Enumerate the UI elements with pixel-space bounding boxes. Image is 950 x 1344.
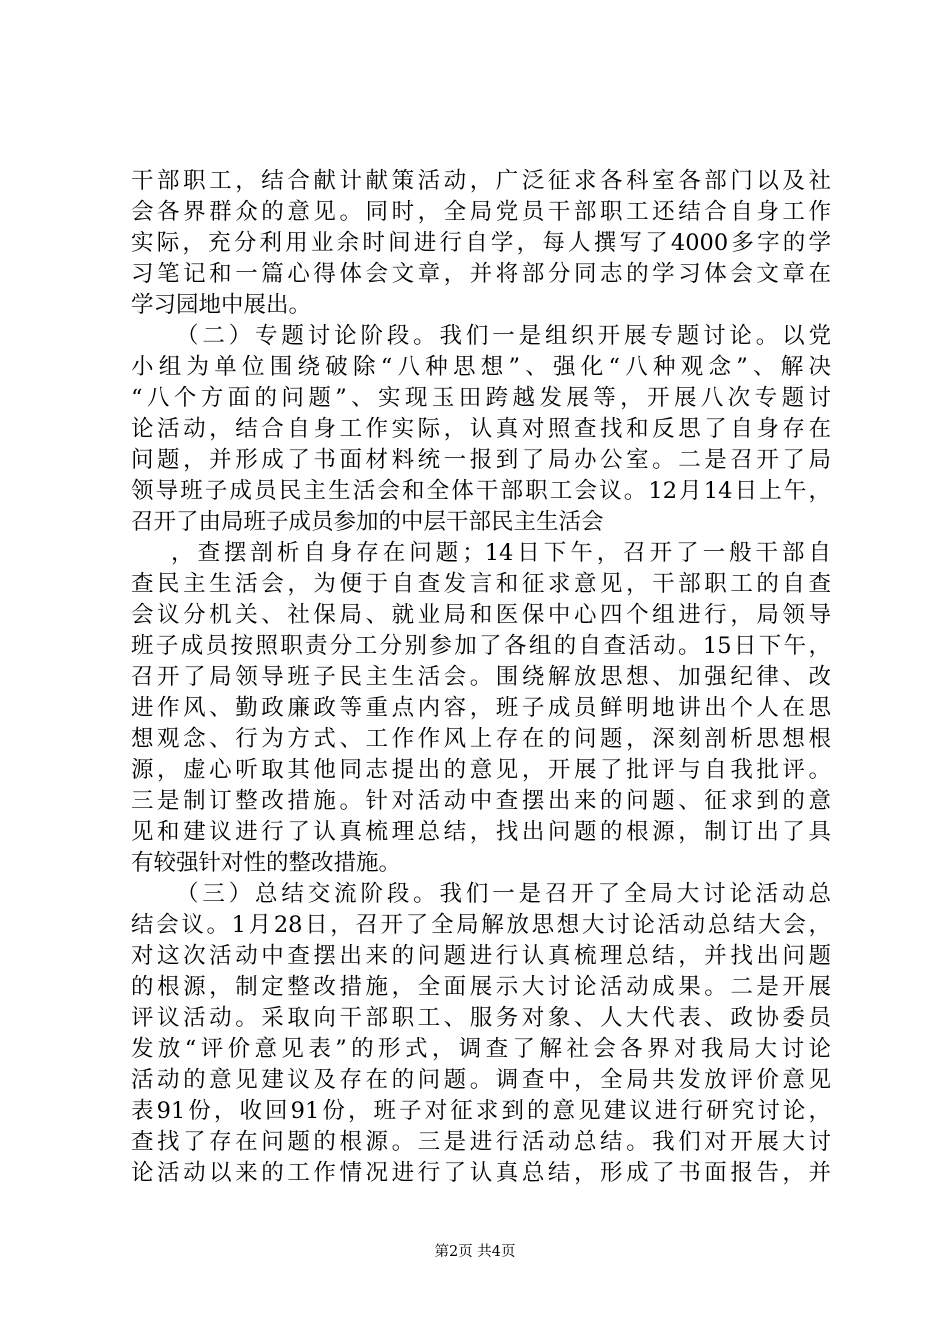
document-body	[131, 166, 831, 1189]
text-line: 想观念、行为方式、工作作风上存在的问题，深刻剖析思想根	[131, 726, 831, 752]
text-line: 会议分机关、社保局、就业局和医保中心四个组进行，局领导	[131, 602, 831, 628]
text-line: 发放“评价意见表”的形式，调查了解社会各界对我局大讨论	[131, 1036, 831, 1062]
text-line: 三是制订整改措施。针对活动中查摆出来的问题、征求到的意	[131, 788, 831, 814]
text-line: 实际，充分利用业余时间进行自学，每人撰写了4000多字的学	[131, 230, 831, 256]
text-line: 见和建议进行了认真梳理总结，找出问题的根源，制订出了具	[131, 819, 831, 845]
text-line: “八个方面的问题”、实现玉田跨越发展等，开展八次专题讨	[131, 385, 831, 411]
text-line: 论活动，结合自身工作实际，认真对照查找和反思了自身存在	[131, 416, 831, 442]
paragraph-heading-line: （三）总结交流阶段。我们一是召开了全局大讨论活动总	[176, 881, 831, 907]
text-line: 问题，并形成了书面材料统一报到了局办公室。二是召开了局	[131, 447, 831, 473]
text-line: 查民主生活会，为便于自查发言和征求意见，干部职工的自查	[131, 571, 831, 597]
paragraph-heading-line: （二）专题讨论阶段。我们一是组织开展专题讨论。以党	[176, 323, 831, 349]
text-line: 表91份，收回91份，班子对征求到的意见建议进行研究讨论，	[131, 1098, 831, 1124]
text-line: 习笔记和一篇心得体会文章，并将部分同志的学习体会文章在	[131, 261, 831, 287]
text-line: 的根源，制定整改措施，全面展示大讨论活动成果。二是开展	[131, 974, 831, 1000]
text-line: 论活动以来的工作情况进行了认真总结，形成了书面报告，并	[131, 1160, 831, 1186]
text-line: 干部职工，结合献计献策活动，广泛征求各科室各部门以及社	[131, 168, 831, 194]
text-line: 对这次活动中查摆出来的问题进行认真梳理总结，并找出问题	[131, 943, 831, 969]
text-line: 学习园地中展出。	[131, 292, 312, 318]
text-line: 召开了由局班子成员参加的中层干部民主生活会	[131, 509, 604, 535]
page-number-footer: 第2页 共4页	[434, 1244, 516, 1260]
text-line: 查找了存在问题的根源。三是进行活动总结。我们对开展大讨	[131, 1129, 831, 1155]
text-line: ，查摆剖析自身存在问题；14日下午，召开了一般干部自	[171, 540, 831, 566]
text-line: 班子成员按照职责分工分别参加了各组的自查活动。15日下午，	[131, 633, 831, 659]
text-line: 结会议。1月28日，召开了全局解放思想大讨论活动总结大会，	[131, 912, 831, 938]
text-line: 召开了局领导班子民主生活会。围绕解放思想、加强纪律、改	[131, 664, 831, 690]
text-line: 活动的意见建议及存在的问题。调查中，全局共发放评价意见	[131, 1067, 831, 1093]
text-line: 小组为单位围绕破除“八种思想”、强化“八种观念”、解决	[131, 354, 831, 380]
text-line: 会各界群众的意见。同时，全局党员干部职工还结合自身工作	[131, 199, 831, 225]
text-line: 领导班子成员民主生活会和全体干部职工会议。12月14日上午，	[131, 478, 831, 504]
text-line: 评议活动。采取向干部职工、服务对象、人大代表、政协委员	[131, 1005, 831, 1031]
text-line: 进作风、勤政廉政等重点内容，班子成员鲜明地讲出个人在思	[131, 695, 831, 721]
text-line: 源，虚心听取其他同志提出的意见，开展了批评与自我批评。	[131, 757, 831, 783]
text-line: 有较强针对性的整改措施。	[131, 850, 402, 876]
